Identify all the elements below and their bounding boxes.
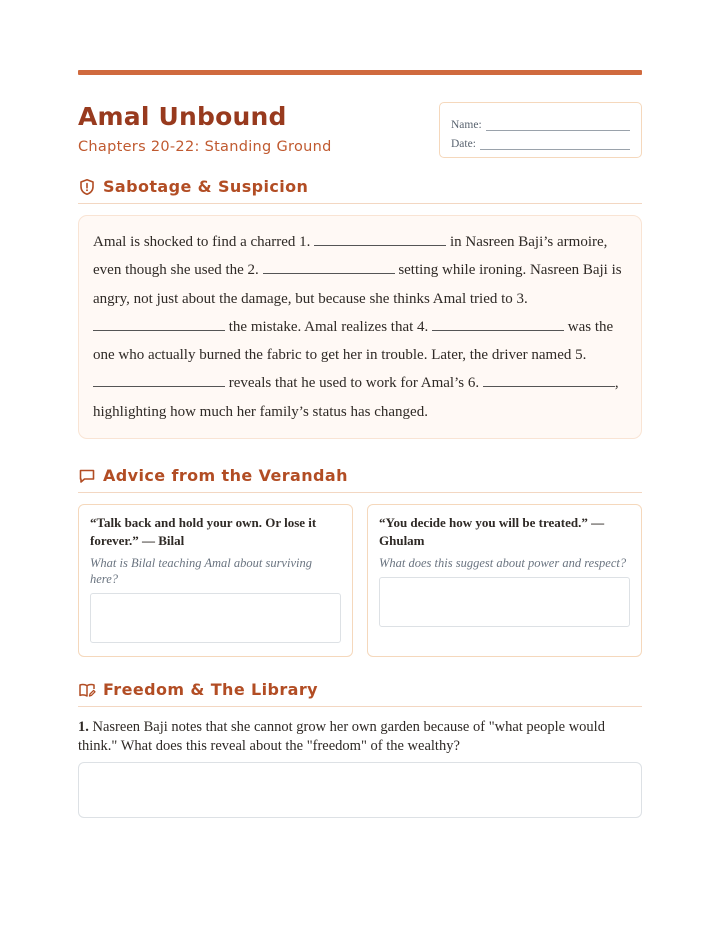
passage-text: the mistake. Amal realizes that 4. bbox=[225, 318, 433, 335]
date-field[interactable] bbox=[480, 137, 630, 150]
section-heading: Freedom & The Library bbox=[103, 680, 318, 699]
question-text: Nasreen Baji notes that she cannot grow her own garden because of "what people would think." What does this reveal about the "freedom" of the wealthy? bbox=[78, 719, 605, 754]
quote-card-bilal bbox=[78, 504, 353, 657]
section-header bbox=[78, 680, 642, 707]
name-date-box bbox=[439, 102, 642, 158]
section-header bbox=[78, 177, 642, 204]
page-title: Amal Unbound bbox=[78, 102, 287, 131]
header bbox=[78, 75, 642, 175]
quote-text: “Talk back and hold your own. Or lose it forever.” — Bilal bbox=[90, 515, 317, 548]
quote-cards bbox=[78, 504, 642, 657]
question-1 bbox=[78, 718, 642, 756]
passage-text: , highlighting how much her family’s status has changed. bbox=[93, 375, 619, 420]
date-label: Date: bbox=[451, 138, 476, 150]
shield-alert-icon bbox=[78, 178, 96, 196]
section-heading: Advice from the Verandah bbox=[103, 466, 348, 485]
answer-box[interactable] bbox=[90, 593, 341, 643]
passage-text: Amal is shocked to find a charred 1. bbox=[93, 234, 315, 250]
quote-prompt: What is Bilal teaching Amal about surviving here? bbox=[90, 556, 312, 586]
question-number: 1. bbox=[78, 719, 89, 735]
answer-box[interactable] bbox=[379, 577, 630, 627]
quote-text: “You decide how you will be treated.” — Ghulam bbox=[379, 515, 605, 548]
name-field[interactable] bbox=[486, 118, 630, 131]
quote-card-ghulam bbox=[367, 504, 642, 657]
passage-text: setting while ironing. Nasreen Baji is angry, not just about the damage, but because she thinks Amal tried to 3. bbox=[93, 262, 622, 307]
date-row bbox=[451, 131, 630, 150]
answer-box[interactable] bbox=[78, 762, 642, 818]
page-subtitle: Chapters 20-22: Standing Ground bbox=[78, 139, 332, 155]
name-label: Name: bbox=[451, 119, 482, 131]
quote-prompt: What does this suggest about power and respect? bbox=[379, 556, 627, 570]
passage-text: in Nasreen Baji’s armoire, even though she used the 2. bbox=[93, 234, 608, 279]
blank-2[interactable] bbox=[263, 258, 395, 274]
blank-6[interactable] bbox=[483, 371, 615, 387]
blank-5[interactable] bbox=[93, 371, 225, 387]
cloze-passage bbox=[78, 215, 642, 439]
name-row bbox=[451, 112, 630, 131]
section-heading: Sabotage & Suspicion bbox=[103, 177, 309, 196]
passage-text: was the one who actually burned the fabric to get her in trouble. Later, the driver named 5. bbox=[93, 318, 614, 364]
worksheet-page bbox=[78, 70, 642, 754]
section-header bbox=[78, 466, 642, 493]
section-freedom bbox=[78, 680, 642, 818]
blank-4[interactable] bbox=[432, 315, 564, 331]
blank-3[interactable] bbox=[93, 315, 225, 331]
book-edit-icon bbox=[78, 681, 96, 699]
section-sabotage bbox=[78, 177, 642, 439]
section-advice bbox=[78, 466, 642, 657]
passage-text: reveals that he used to work for Amal’s 6. bbox=[225, 375, 483, 392]
blank-1[interactable] bbox=[314, 230, 446, 246]
speech-bubble-icon bbox=[78, 467, 96, 485]
